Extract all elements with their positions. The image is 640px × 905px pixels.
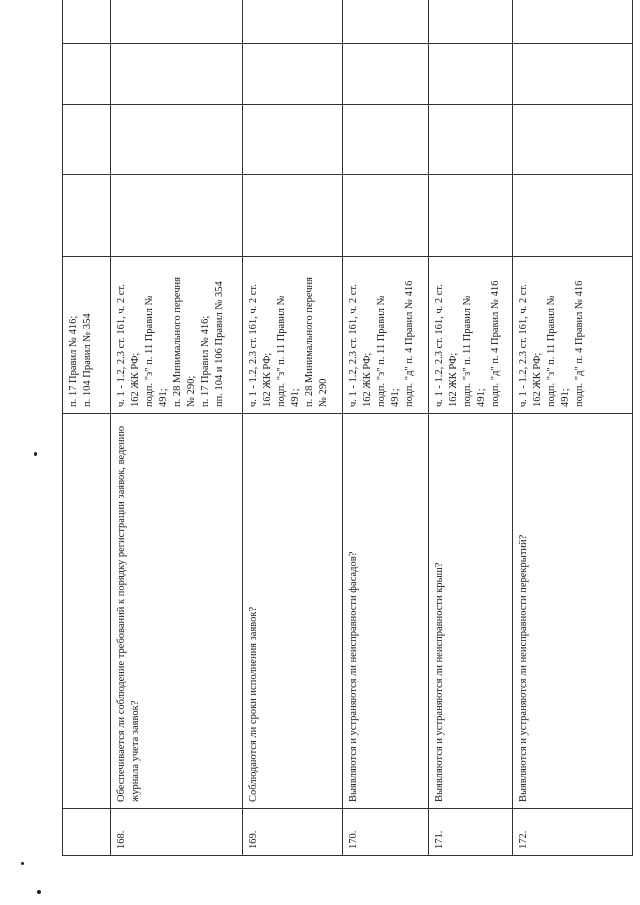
- legal-references: [429, 257, 513, 414]
- empty-cell: [343, 44, 429, 105]
- legal-references: [63, 257, 111, 414]
- empty-cell: [429, 44, 513, 105]
- empty-cell: [243, 0, 343, 44]
- empty-cell: [111, 175, 243, 257]
- empty-cell: [243, 44, 343, 105]
- reference-line: 162 ЖК РФ;: [130, 352, 141, 407]
- reference-line: 491;: [390, 388, 401, 407]
- scan-speck: [37, 890, 41, 894]
- empty-cell: [429, 0, 513, 44]
- question-text: Выявляются и устраняются ли неисправности фасадов?: [343, 414, 429, 809]
- row-number: 172.: [513, 809, 633, 856]
- question-text: [63, 414, 111, 809]
- legal-references: [243, 257, 343, 414]
- table-row: [63, 0, 111, 856]
- reference-line: ч. 1 - 1.2, 2.3 ст. 161, ч. 2 ст.: [348, 284, 359, 407]
- empty-cell: [63, 175, 111, 257]
- empty-cell: [429, 105, 513, 175]
- reference-line: п. 104 Правил № 354: [82, 313, 93, 407]
- reference-line: п. 17 Правил № 416;: [200, 315, 211, 407]
- reference-line: 491;: [476, 388, 487, 407]
- reference-line: ч. 1 - 1.2, 2.3 ст. 161, ч. 2 ст.: [248, 284, 259, 407]
- row-number: 170.: [343, 809, 429, 856]
- empty-cell: [243, 175, 343, 257]
- table-row: [343, 0, 429, 856]
- reference-line: ч. 1 - 1.2, 2.3 ст. 161, ч. 2 ст.: [434, 284, 445, 407]
- reference-line: подп. "з" п. 11 Правил №: [276, 295, 287, 407]
- legal-references: [513, 257, 633, 414]
- empty-cell: [513, 44, 633, 105]
- row-number: [63, 809, 111, 856]
- reference-line: ч. 1 - 1.2, 2.3 ст. 161, ч. 2 ст.: [116, 284, 127, 407]
- question-text: Выявляются и устраняются ли неисправности крыш?: [429, 414, 513, 809]
- rotated-page: [62, 1, 632, 856]
- legal-references: [111, 257, 243, 414]
- empty-cell: [513, 0, 633, 44]
- empty-cell: [343, 0, 429, 44]
- empty-cell: [243, 105, 343, 175]
- reference-line: № 290;: [186, 375, 197, 407]
- empty-cell: [343, 105, 429, 175]
- table-row: [429, 0, 513, 856]
- reference-line: подп. "з" п. 11 Правил №: [546, 295, 557, 407]
- table-row: [243, 0, 343, 856]
- empty-cell: [111, 105, 243, 175]
- reference-line: п. 28 Минимального перечня: [172, 277, 183, 407]
- empty-cell: [111, 44, 243, 105]
- reference-line: подп. "з" п. 11 Правил №: [144, 295, 155, 407]
- table-row: [513, 0, 633, 856]
- reference-line: подп. "д" п. 4 Правил № 416: [404, 280, 415, 407]
- reference-line: подп. "з" п. 11 Правил №: [462, 295, 473, 407]
- reference-line: подп. "д" п. 4 Правил № 416: [574, 280, 585, 407]
- scan-speck: [34, 452, 37, 456]
- row-number: 169.: [243, 809, 343, 856]
- reference-line: № 290: [318, 378, 329, 407]
- reference-line: ч. 1 - 1.2, 2.3 ст. 161, ч. 2 ст.: [518, 284, 529, 407]
- table-row: [111, 0, 243, 856]
- row-number: 168.: [111, 809, 243, 856]
- question-text: Соблюдаются ли сроки исполнения заявок?: [243, 414, 343, 809]
- reference-line: п. 28 Минимального перечня: [304, 277, 315, 407]
- empty-cell: [513, 175, 633, 257]
- reference-line: 491;: [290, 388, 301, 407]
- empty-cell: [63, 0, 111, 44]
- scan-speck: [21, 862, 24, 865]
- reference-line: подп. "з" п. 11 Правил №: [376, 295, 387, 407]
- empty-cell: [513, 105, 633, 175]
- empty-cell: [63, 44, 111, 105]
- empty-cell: [111, 0, 243, 44]
- reference-line: п. 17 Правил № 416;: [68, 315, 79, 407]
- reference-line: 162 ЖК РФ;: [362, 352, 373, 407]
- reference-line: подп. "д" п. 4 Правил № 416: [490, 280, 501, 407]
- row-number: 171.: [429, 809, 513, 856]
- reference-line: 162 ЖК РФ;: [448, 352, 459, 407]
- legal-references: [343, 257, 429, 414]
- reference-line: 162 ЖК РФ;: [262, 352, 273, 407]
- empty-cell: [63, 105, 111, 175]
- reference-line: 162 ЖК РФ;: [532, 352, 543, 407]
- inspection-table: [62, 0, 633, 856]
- question-text: Выявляются и устраняются ли неисправности перекрытий?: [513, 414, 633, 809]
- empty-cell: [343, 175, 429, 257]
- empty-cell: [429, 175, 513, 257]
- question-text: Обеспечивается ли соблюдение требований к порядку регистрации заявок, ведению журнала учета заявок?: [111, 414, 243, 809]
- reference-line: 491;: [158, 388, 169, 407]
- reference-line: 491;: [560, 388, 571, 407]
- reference-line: пп. 104 и 106 Правил № 354: [214, 281, 225, 407]
